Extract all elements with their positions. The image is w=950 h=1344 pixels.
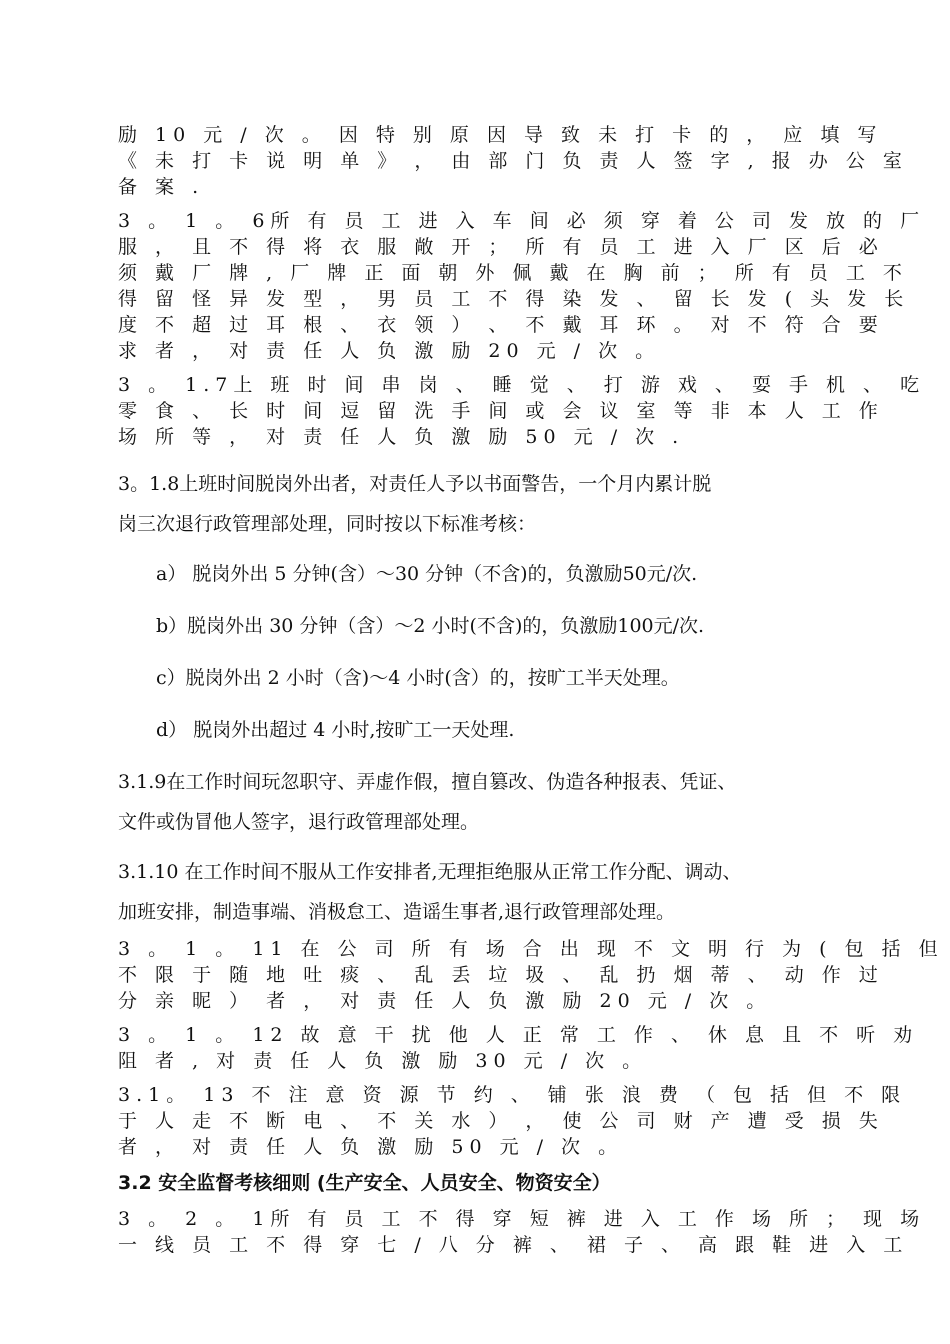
text-line: 分 亲 昵 ） 者 ， 对 责 任 人 负 激 励 20 元 / 次 。: [118, 990, 772, 1012]
text-line: 备 案 .: [118, 176, 205, 198]
section-heading-3-2: 3.2 安全监督考核细则 (生产安全、人员安全、物资安全）: [118, 1172, 611, 1194]
text-line: 文件或伪冒他人签字，退行政管理部处理。: [118, 811, 480, 833]
list-item-d: d） 脱岗外出超过 4 小时,按旷工一天处理.: [156, 719, 515, 741]
paragraph-punch-card-penalty: [118, 122, 908, 200]
paragraph-3-2-1: [118, 1206, 926, 1258]
text-line: 得 留 怪 异 发 型 ， 男 员 工 不 得 染 发 、 留 长 发 ( 头 发 长: [118, 288, 910, 310]
text-line: 《 未 打 卡 说 明 单 》 ， 由 部 门 负 责 人 签 字 , 报 办 公 室: [118, 150, 908, 172]
text-line: 服 ， 且 不 得 将 衣 服 敞 开 ； 所 有 员 工 进 入 厂 区 后 必: [118, 236, 884, 258]
list-item-a: a） 脱岗外出 5 分钟(含）～30 分钟（不含)的，负激励50元/次.: [156, 563, 698, 585]
text-line: 3.1.10 在工作时间不服从工作安排者,无理拒绝服从正常工作分配、调动、: [118, 861, 742, 883]
list-item-c: c）脱岗外出 2 小时（含)～4 小时(含）的，按旷工半天处理。: [156, 667, 680, 689]
text-line: 者 ， 对 责 任 人 负 激 励 50 元 / 次 。: [118, 1136, 624, 1158]
paragraph-3-1-6: [118, 208, 926, 364]
paragraph-3-1-13: [118, 1082, 907, 1160]
text-line: 一 线 员 工 不 得 穿 七 / 八 分 裤 、 裙 子 、 高 跟 鞋 进 入 工: [118, 1234, 909, 1256]
text-line: 零 食 、 长 时 间 逗 留 洗 手 间 或 会 议 室 等 非 本 人 工 作: [118, 400, 884, 422]
text-line: 3。1.8上班时间脱岗外出者，对责任人予以书面警告，一个月内累计脱: [118, 473, 712, 495]
paragraph-3-1-7: [118, 372, 926, 450]
text-line: 3.1.9在工作时间玩忽职守、弄虚作假，擅自篡改、伪造各种报表、凭证、: [118, 771, 737, 793]
text-line: 于 人 走 不 断 电 、 不 关 水 ） ， 使 公 司 财 产 遭 受 损 失: [118, 1110, 884, 1132]
text-line: 须 戴 厂 牌 , 厂 牌 正 面 朝 外 佩 戴 在 胸 前 ； 所 有 员 工 不: [118, 262, 908, 284]
text-line: 3 。 1 。 11 在 公 司 所 有 场 合 出 现 不 文 明 行 为 ( 包 括 但: [118, 938, 944, 960]
paragraph-3-1-12: [118, 1022, 919, 1074]
text-line: 3.1。 13 不 注 意 资 源 节 约 、 铺 张 浪 费 （ 包 括 但 不 限: [118, 1084, 907, 1106]
text-line: 3 。 1.7上 班 时 间 串 岗 、 睡 觉 、 打 游 戏 、 耍 手 机 、 吃: [118, 374, 926, 396]
text-line: 阻 者 , 对 责 任 人 负 激 励 30 元 / 次 。: [118, 1050, 648, 1072]
text-line: 加班安排，制造事端、消极怠工、造谣生事者,退行政管理部处理。: [118, 901, 676, 923]
text-line: 求 者 ， 对 责 任 人 负 激 励 20 元 / 次 。: [118, 340, 661, 362]
list-item-b: b）脱岗外出 30 分钟（含）～2 小时(不含)的，负激励100元/次.: [156, 615, 705, 637]
paragraph-3-1-9: [118, 762, 832, 842]
text-line: 励 10 元 / 次 。 因 特 别 原 因 导 致 未 打 卡 的 ， 应 填 写: [118, 124, 883, 146]
text-line: 度 不 超 过 耳 根 、 衣 领 ） 、 不 戴 耳 环 。 对 不 符 合 要: [118, 314, 884, 336]
paragraph-3-1-11: [118, 936, 944, 1014]
text-line: 3 。 1 。 6所 有 员 工 进 入 车 间 必 须 穿 着 公 司 发 放 的 厂: [118, 210, 926, 232]
text-line: 岗三次退行政管理部处理，同时按以下标准考核：: [118, 513, 537, 535]
text-line: 3 。 1 。 12 故 意 干 扰 他 人 正 常 工 作 、 休 息 且 不 听 劝: [118, 1024, 919, 1046]
text-line: 场 所 等 ， 对 责 任 人 负 激 励 50 元 / 次 .: [118, 426, 685, 448]
text-line: 不 限 于 随 地 吐 痰 、 乱 丢 垃 圾 、 乱 扔 烟 蒂 、 动 作 过: [118, 964, 884, 986]
text-line: 3 。 2 。 1所 有 员 工 不 得 穿 短 裤 进 入 工 作 场 所 ； 现 场: [118, 1208, 926, 1230]
paragraph-3-1-8: [118, 464, 832, 544]
paragraph-3-1-10: [118, 852, 832, 932]
